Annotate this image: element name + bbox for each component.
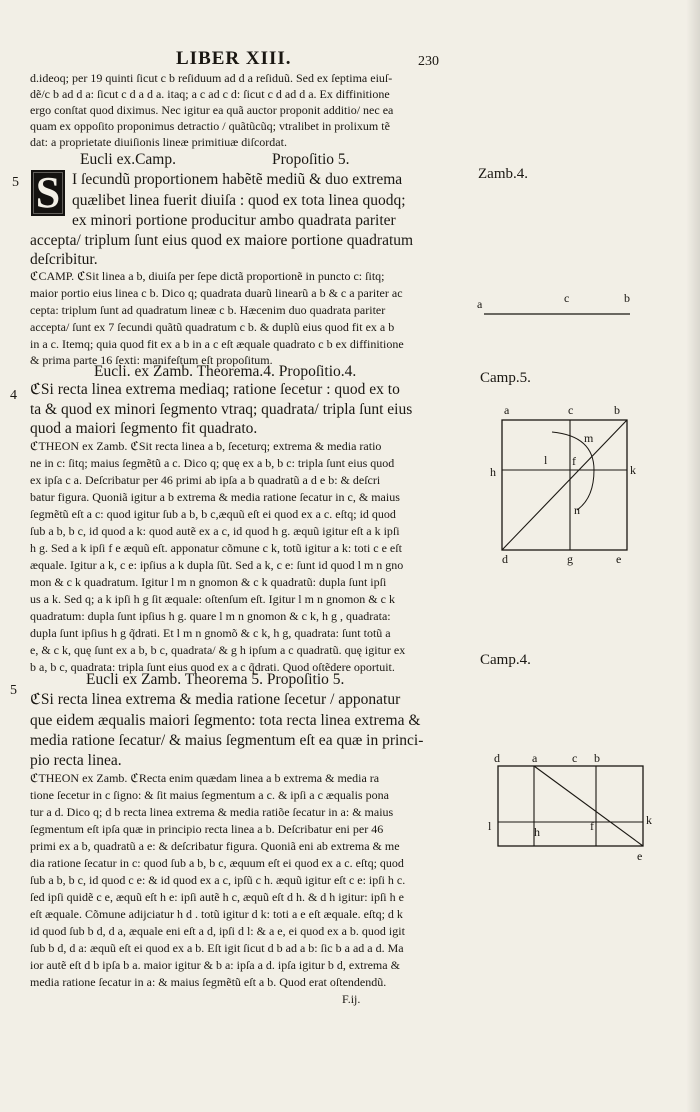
text-line: æquale. Igitur a k, c e: ipſius a k dupla ſũt. Sed a k, c e: ſunt id quod l m n gno bbox=[30, 558, 404, 572]
text-line: primi ex a b, quadratũ a e: & deſcribatur figura. Quoniã eni ab extrema & me bbox=[30, 839, 400, 853]
text-line: d.ideoq; per 19 quinti ſicut c b reſiduum ad d a reſiduũ. Sed ex ſeptima eiuſ- bbox=[30, 71, 393, 85]
text-line: ior autẽ eſt d b ipſa b a. maior igitur & b a: ipſa a d. ipſa igitur b d, extrema & bbox=[30, 958, 400, 972]
label-k: k bbox=[630, 463, 636, 477]
text-line: dat: a proprietate diuiſionis lineæ primitiuæ diſcordat. bbox=[30, 135, 287, 149]
text-line: ſegmẽtũ eſt a c: quod igitur ſub a b, b c,æquũ eſt ei quod ex a c. eſtq; id quod bbox=[30, 507, 396, 521]
text-line: accepta/ triplum ſunt eius quod ex maiore portione quadratum bbox=[30, 232, 414, 249]
label-l: l bbox=[544, 453, 548, 467]
label-e: e bbox=[637, 849, 643, 862]
text-line: in a c. Itemq; quia quod fit ex a b in a c eſt æquale quadrato c b ex diffinitione bbox=[30, 337, 404, 351]
figure-extended-rectangle bbox=[486, 752, 656, 862]
label-d: d bbox=[502, 552, 508, 566]
text-line: batur figura. Quoniã igitur a b extrema & media ratione ſecatur in c, & maius bbox=[30, 490, 400, 504]
text-line: quam ex oppoſito proponimus detractio / quãtũcũq; vtralibet in prolixum tẽ bbox=[30, 119, 390, 133]
text-line: mon & c k quadratum. Igitur l m n gnomon & c k quadratũ: dupla ſunt ipſi bbox=[30, 575, 387, 589]
label-h: h bbox=[534, 825, 540, 839]
text-line: ex ipſa c a. Deſcribatur per 46 primi ab ipſa a b quadratũ a d e b: & deſcri bbox=[30, 473, 381, 487]
text-line: tione ſecetur in c ſigno: & ſit maius ſegmentum a c. & ipſi a c æqualis pona bbox=[30, 788, 389, 802]
folio-number: 230 bbox=[418, 54, 439, 69]
text-line: maior portio eius linea c b. Dico q; quadrata duarũ linearũ a b & c a pariter ac bbox=[30, 286, 403, 300]
section-heading: Eucli. ex Zamb. Theorema.4. Propoſitio.4. bbox=[94, 363, 357, 380]
section-heading-left: Eucli ex.Camp. bbox=[80, 151, 176, 168]
text-line: ℭTHEON ex Zamb. ℭSit recta linea a b, ſeceturq; extrema & media ratio bbox=[30, 439, 382, 453]
label-h: h bbox=[490, 465, 496, 479]
text-line: ergo conſtat quod diximus. Nec igitur ea quã auctor proponit additio/ nec ea bbox=[30, 103, 394, 117]
diagonal bbox=[534, 766, 643, 846]
text-line: ℭSi recta linea extrema & media ratione ſecetur / apponatur bbox=[30, 691, 401, 708]
text-line: ſub a b, b c, id quod c e: & id quod ex a c, ipſũ c h. æquũ igitur eſt c e: ipſi h c. bbox=[30, 873, 406, 887]
margin-marker: 5 bbox=[10, 683, 17, 698]
text-line: b a, b c, quadrata: tripla ſunt eius quod ex a c q̃drati. Quod oſtẽdere oportuit. bbox=[30, 660, 395, 674]
text-line: media ratione ſecatur in a: & maius ſegmẽtũ eſt a b. Quod erat oſtendendũ. bbox=[30, 975, 387, 989]
text-line: ſub a b, b c, id quod a k: quod autẽ ex a c, id quod h g. æquũ igitur eſt a k ipſi bbox=[30, 524, 400, 538]
text-line: ne in c: ſitq; maius ſegmẽtũ a c. Dico q; quę ex a b, b c: tripla ſunt eius quod bbox=[30, 456, 395, 470]
label-f: f bbox=[590, 819, 594, 833]
page-gutter-shadow bbox=[686, 0, 700, 1112]
text-line: ſed ipſi quidẽ c e, æquũ eſt h e: ipſi autẽ h c, æquũ eſt d h. & d h igitur: ipſi h e bbox=[30, 890, 404, 904]
margin-marker: 5 bbox=[12, 175, 19, 190]
text-line: h g. Sed a k ipſi f e æquũ eſt. apponatur cõmune c k, totũ igitur a k: toti c e eſt bbox=[30, 541, 402, 555]
initial-letter: S bbox=[35, 168, 61, 217]
text-line: accepta/ ſunt ex 7 ſecundi quãtũ quadratum c b. & duplũ eius quod fit ex a b bbox=[30, 320, 395, 334]
text-line: que eidem æqualis maiori ſegmento: tota recta linea extrema & bbox=[30, 712, 421, 729]
text-line: pio recta linea. bbox=[30, 752, 122, 769]
figure-divided-line bbox=[474, 292, 634, 328]
label-c: c bbox=[564, 292, 570, 305]
text-line: dẽ/c b ad d a: ſicut c d a d a. itaq; a c ad c d: ſicut c d ad d a. Ex diffinitione bbox=[30, 87, 390, 101]
text-line: dia ratione ſecatur in c: quod ſub a b, b c, æquum eſt ei quod ex a c. eſtq; quod bbox=[30, 856, 404, 870]
figure-square-gnomon bbox=[482, 402, 642, 572]
running-header: LIBER XIII. bbox=[176, 48, 292, 69]
label-g: g bbox=[567, 552, 573, 566]
label-m: m bbox=[584, 431, 594, 445]
diagonal-db bbox=[502, 420, 627, 550]
outer-rectangle bbox=[498, 766, 643, 846]
text-line: quælibet linea fuerit diuiſa : quod ex tota linea quodq; bbox=[72, 192, 406, 209]
label-f: f bbox=[572, 454, 576, 468]
label-n: n bbox=[574, 503, 580, 517]
signature-mark: F.ij. bbox=[342, 992, 361, 1006]
label-b: b bbox=[594, 752, 600, 765]
text-line: ℭTHEON ex Zamb. ℭRecta enim quædam linea a b extrema & media ra bbox=[30, 771, 380, 785]
label-c: c bbox=[568, 403, 574, 417]
label-e: e bbox=[616, 552, 622, 566]
label-c: c bbox=[572, 752, 578, 765]
text-line: ſegmentum eſt ipſa quæ in principio recta linea a b. Deſcribatur eni per 46 bbox=[30, 822, 384, 836]
label-k: k bbox=[646, 813, 652, 827]
text-line: e, & c k, quę ſunt ex a b, b c, quadrata/ & g h ipſum a c quadratũ. quę igitur ex bbox=[30, 643, 406, 657]
text-line: us a k. Sed q; a k ipſi h g ſit æquale: oſtenſum eſt. Igitur l m n gnomon & c k bbox=[30, 592, 395, 606]
margin-note-camp4: Camp.4. bbox=[480, 652, 531, 668]
label-d: d bbox=[494, 752, 500, 765]
label-a: a bbox=[477, 297, 483, 311]
margin-note-camp5: Camp.5. bbox=[480, 370, 531, 386]
label-a: a bbox=[504, 403, 510, 417]
label-a: a bbox=[532, 752, 538, 765]
decorated-initial bbox=[31, 170, 65, 216]
label-b: b bbox=[614, 403, 620, 417]
initial-frame bbox=[33, 172, 63, 214]
text-line: quod a maiori ſegmento fit quadrato. bbox=[30, 420, 258, 437]
text-line: deſcribitur. bbox=[30, 251, 98, 268]
text-line: I ſecundũ proportionem habẽtẽ mediũ & duo extrema bbox=[72, 171, 403, 188]
label-b: b bbox=[624, 292, 630, 305]
text-line: ℭSi recta linea extrema mediaq; ratione ſecetur : quod ex to bbox=[30, 381, 400, 398]
text-line: media ratione ſecatur/ & maius ſegmentum eſt ea quæ in princi- bbox=[30, 732, 424, 749]
text-line: tur a d. Dico q; d b recta linea extrema & media ratiõe ſecatur in a: & maius bbox=[30, 805, 394, 819]
section-heading: Eucli ex Zamb. Theorema 5. Propoſitio 5. bbox=[86, 671, 345, 688]
text-line: eſt æquale. Cõmune adijciatur h d . totũ igitur d k: toti a e eſt æquale. eſtq; d k bbox=[30, 907, 403, 921]
text-line: ℭCAMP. ℭSit linea a b, diuiſa per ſepe dictã proportionẽ in puncto c: ſitq; bbox=[30, 269, 385, 283]
text-line: ſub b d, d a: æquũ eſt ei quod ex a b. Eſt igit ſicut d b ad a b: ſic b a ad a d. Ma bbox=[30, 941, 404, 955]
text-line: ex minori portione producitur ambo quadrata pariter bbox=[72, 212, 396, 229]
label-l: l bbox=[488, 819, 492, 833]
text-line: cepta: triplum ſunt ad quadratum lineæ c b. Hæcenim duo quadrata pariter bbox=[30, 303, 386, 317]
text-line: dupla ſunt ipſius h g q̃drati. Et l m n gnomõ & c k, h g, quadrata: ſunt totũ a bbox=[30, 626, 391, 640]
section-heading-right: Propoſitio 5. bbox=[272, 151, 350, 168]
text-line: ta & quod ex minori ſegmento vtraq; quadrata/ tripla ſunt eius bbox=[30, 401, 413, 418]
margin-note-zamb4: Zamb.4. bbox=[478, 166, 528, 182]
margin-marker: 4 bbox=[10, 388, 17, 403]
text-line: id quod ſub b d, d a, æquale eni eſt a d, ipſi d l: & a e, ei quod ex a b. quod igit bbox=[30, 924, 405, 938]
text-line: quadratum: dupla ſunt ipſius h g. quare l m n gnomon & c k, h g , quadrata: bbox=[30, 609, 391, 623]
text-line: & prima parte 16 ſexti: manifeſtum eſt propoſitum. bbox=[30, 353, 273, 367]
